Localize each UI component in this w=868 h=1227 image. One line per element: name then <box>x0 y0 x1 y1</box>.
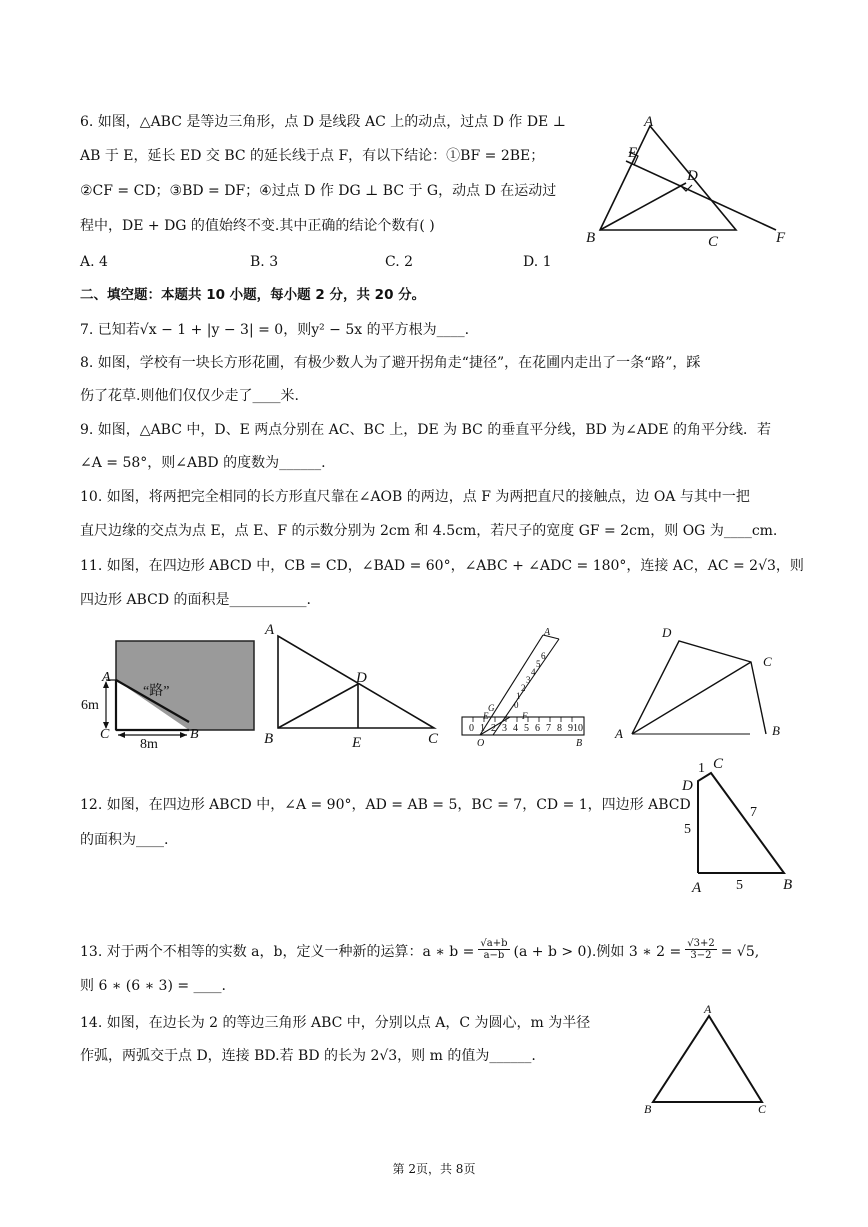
q9-line-1: 9. 如图，△ABC 中，D、E 两点分别在 AC、BC 上，DE 为 BC 的垂直平分线，BD 为∠ADE 的角平分线．若 <box>80 422 772 438</box>
svg-text:7: 7 <box>546 723 551 734</box>
q13-frac1-den: a−b <box>483 950 505 961</box>
q13-line-1 <box>80 940 759 963</box>
q7-text: 7. 已知若√x − 1 + |y − 3| = 0，则y² − 5x 的平方根为____. <box>80 322 470 338</box>
q13-frac1-num: √a+b <box>480 938 508 949</box>
fig11-label-d: D <box>662 625 672 640</box>
fig14-label-c: C <box>758 1102 767 1116</box>
q9-line-2: ∠A = 58°，则∠ABD 的度数为______. <box>80 455 326 471</box>
svg-text:0: 0 <box>469 723 474 734</box>
svg-text:5: 5 <box>536 659 541 669</box>
fig9-label-d: D <box>356 670 367 686</box>
svg-text:2: 2 <box>521 683 526 693</box>
q11-line-2: 四边形 ABCD 的面积是___________. <box>80 592 311 608</box>
q9-figure <box>260 620 450 750</box>
fig9-label-c: C <box>428 731 439 747</box>
fig9-label-e: E <box>352 735 362 750</box>
q10-line-2: 直尺边缘的交点为点 E，点 E、F 的示数分别为 2cm 和 4.5cm，若尺子的宽度 GF = 2cm，则 OG 为____cm. <box>80 523 778 539</box>
svg-text:3: 3 <box>526 675 531 685</box>
q6-label-c: C <box>708 234 719 250</box>
page-footer: 第 2页，共 8页 <box>392 1162 476 1176</box>
svg-text:5: 5 <box>524 723 529 734</box>
q6-option-d: D. 1 <box>523 254 552 270</box>
q6-option-a: A. 4 <box>80 254 108 270</box>
q6-option-b: B. 3 <box>250 254 279 270</box>
fig12-label-7: 7 <box>750 805 757 820</box>
fig11-label-c: C <box>763 654 772 669</box>
fig9-label-a: A <box>265 622 275 638</box>
q6-line-3: ②CF = CD；③BD = DF；④过点 D 作 DG ⊥ BC 于 G，动点 D 在运动过 <box>80 183 557 199</box>
svg-text:9: 9 <box>568 723 573 734</box>
svg-text:3: 3 <box>502 723 507 734</box>
q6-line-4: 程中，DE + DG 的值始终不变.其中正确的结论个数有( ) <box>80 218 435 234</box>
q12-line-1: 12. 如图，在四边形 ABCD 中，∠A = 90°，AD = AB = 5，BC = 7，CD = 1，四边形 ABCD <box>80 797 691 813</box>
fig8-label-c: C <box>100 727 110 742</box>
q6-option-c: C. 2 <box>385 254 414 270</box>
q10-figure <box>455 625 595 750</box>
svg-text:4: 4 <box>531 667 536 677</box>
q11-line-1: 11. 如图，在四边形 ABCD 中，CB = CD，∠BAD = 60°，∠ABC + ∠ADC = 180°，连接 AC，AC = 2√3，则 <box>80 558 804 574</box>
fig10-label-e: E <box>483 711 489 721</box>
svg-text:0: 0 <box>514 700 519 710</box>
fig11-label-a: A <box>615 726 623 741</box>
q6-line-2: AB 于 E，延长 ED 交 BC 的延长线于点 F，有以下结论：①BF = 2BE； <box>80 148 545 164</box>
fig12-label-5-bottom: 5 <box>736 878 743 893</box>
fig12-label-5-left: 5 <box>684 822 691 837</box>
q6-line-1: 6. 如图，△ABC 是等边三角形，点 D 是线段 AC 上的动点，过点 D 作 DE ⊥ <box>80 114 566 130</box>
road-label: “路” <box>143 684 170 699</box>
q8-figure <box>78 632 260 750</box>
fig12-label-c: C <box>713 756 724 772</box>
fig12-label-b: B <box>783 877 793 893</box>
q13-frac2-num: √3+2 <box>687 938 715 949</box>
fig9-label-b: B <box>264 731 274 747</box>
svg-text:6: 6 <box>535 723 540 734</box>
q13-mid: (a + b > 0).例如 3 ∗ 2 = <box>513 943 682 960</box>
q12-figure <box>678 755 808 895</box>
svg-text:10: 10 <box>573 723 583 734</box>
fig8-label-8m: 8m <box>140 737 158 750</box>
q6-label-f: F <box>776 230 786 246</box>
fig12-label-d: D <box>682 778 693 794</box>
q6-label-a: A <box>644 114 654 130</box>
fig14-label-b: B <box>644 1102 652 1116</box>
q10-line-1: 10. 如图，将两把完全相同的长方形直尺靠在∠AOB 的两边，点 F 为两把直尺的接触点，边 OA 与其中一把 <box>80 489 750 505</box>
fig10-label-f: F <box>522 711 528 721</box>
section-2-heading: 二、填空题：本题共 10 小题，每小题 2 分，共 20 分。 <box>80 287 426 303</box>
fig11-label-b: B <box>772 723 780 738</box>
svg-text:2: 2 <box>491 723 496 734</box>
q13-fraction-2 <box>685 938 716 961</box>
fig8-label-b: B <box>190 727 199 742</box>
q11-figure <box>610 622 790 747</box>
q6-label-d: D <box>687 168 698 184</box>
q14-line-1: 14. 如图，在边长为 2 的等边三角形 ABC 中，分别以点 A，C 为圆心，m 为半径 <box>80 1015 591 1031</box>
fig10-label-b: B <box>576 738 583 749</box>
q13-fraction-1 <box>478 938 509 961</box>
fig10-label-a: A <box>544 627 551 638</box>
fig12-label-a: A <box>692 880 702 895</box>
q13-intro: 13. 对于两个不相等的实数 a，b，定义一种新的运算：a ∗ b = <box>80 943 475 960</box>
svg-text:6: 6 <box>541 651 546 661</box>
q6-label-e: E <box>628 145 638 161</box>
q13-tail: = √5, <box>720 943 760 960</box>
fig8-label-6m: 6m <box>81 698 99 713</box>
fig14-label-a: A <box>704 1002 712 1016</box>
q6-label-b: B <box>586 230 596 246</box>
svg-text:1: 1 <box>516 691 521 701</box>
svg-text:1: 1 <box>480 723 485 734</box>
q14-figure <box>640 1000 775 1120</box>
q12-line-2: 的面积为____. <box>80 832 169 848</box>
fig12-label-1: 1 <box>698 761 705 776</box>
fig8-label-a: A <box>102 670 111 685</box>
svg-text:4: 4 <box>513 723 518 734</box>
q13-line-2: 则 6 ∗ (6 ∗ 3) = ____. <box>80 978 227 994</box>
fig10-label-o: O <box>477 738 485 749</box>
q13-frac2-den: 3−2 <box>690 950 712 961</box>
svg-text:8: 8 <box>557 723 562 734</box>
q6-figure <box>578 112 803 254</box>
q8-line-2: 伤了花草.则他们仅仅少走了____米. <box>80 388 299 404</box>
fig10-label-g: G <box>488 703 495 713</box>
q8-line-1: 8. 如图，学校有一块长方形花圃，有极少数人为了避开拐角走“捷径”，在花圃内走出了一条“路”，踩 <box>80 355 701 371</box>
q14-line-2: 作弧，两弧交于点 D，连接 BD.若 BD 的长为 2√3，则 m 的值为______. <box>80 1048 536 1064</box>
